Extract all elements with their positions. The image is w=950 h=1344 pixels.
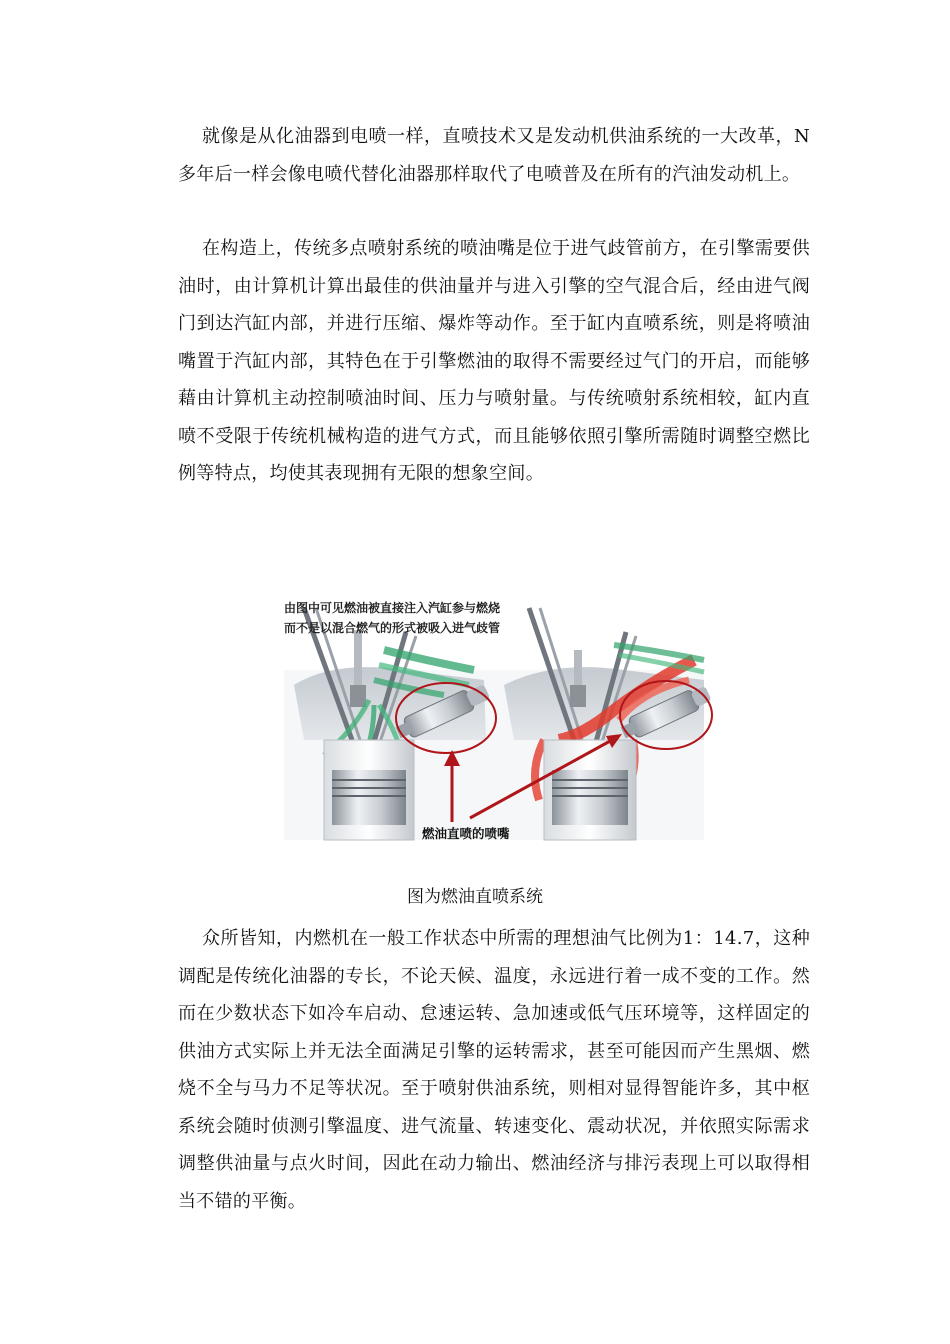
paragraph-1: 就像是从化油器到电喷一样，直喷技术又是发动机供油系统的一大改革，N多年后一样会像电喷代替化油器那样取代了电喷普及在所有的汽油发动机上。 xyxy=(178,126,810,185)
figure-note-line-1: 由图中可见燃油被直接注入汽缸参与燃烧 xyxy=(284,601,501,615)
figure-caption: 图为燃油直喷系统 xyxy=(407,887,543,907)
engine-illustration xyxy=(274,590,714,850)
figure-note-line-2: 而不是以混合燃气的形式被吸入进气歧管 xyxy=(284,621,501,635)
fuel-injection-figure xyxy=(274,590,714,850)
paragraph-2: 在构造上，传统多点喷射系统的喷油嘴是位于进气歧管前方，在引擎需要供油时，由计算机计算出最佳的供油量并与进入引擎的空气混合后，经由进气阀门到达汽缸内部，并进行压缩、爆炸等动作。至于缸内直喷系统，则是将喷油嘴置于汽缸内部，其特色在于引擎燃油的取得不需要经过气门的开启，而能够藉由计算机主动控制喷油时间、压力与喷射量。与传统喷射系统相较，缸内直喷不受限于传统机械构造的进气方式，而且能够依照引擎所需随时调整空燃比例等特点，均使其表现拥有无限的想象空间。 xyxy=(178,238,810,484)
paragraph-3: 众所皆知，内燃机在一般工作状态中所需的理想油气比例为1：14.7，这种调配是传统化油器的专长，不论天候、温度，永远进行着一成不变的工作。然而在少数状态下如冷车启动、怠速运转、急加速或低气压环境等，这样固定的供油方式实际上并无法全面满足引擎的运转需求，甚至可能因而产生黑烟、燃烧不全与马力不足等状况。至于喷射供油系统，则相对显得智能许多，其中枢系统会随时侦测引擎温度、进气流量、转速变化、震动状况，并依照实际需求调整供油量与点火时间，因此在动力输出、燃油经济与排污表现上可以取得相当不错的平衡。 xyxy=(178,928,810,1212)
injector-label: 燃油直喷的喷嘴 xyxy=(422,826,510,841)
